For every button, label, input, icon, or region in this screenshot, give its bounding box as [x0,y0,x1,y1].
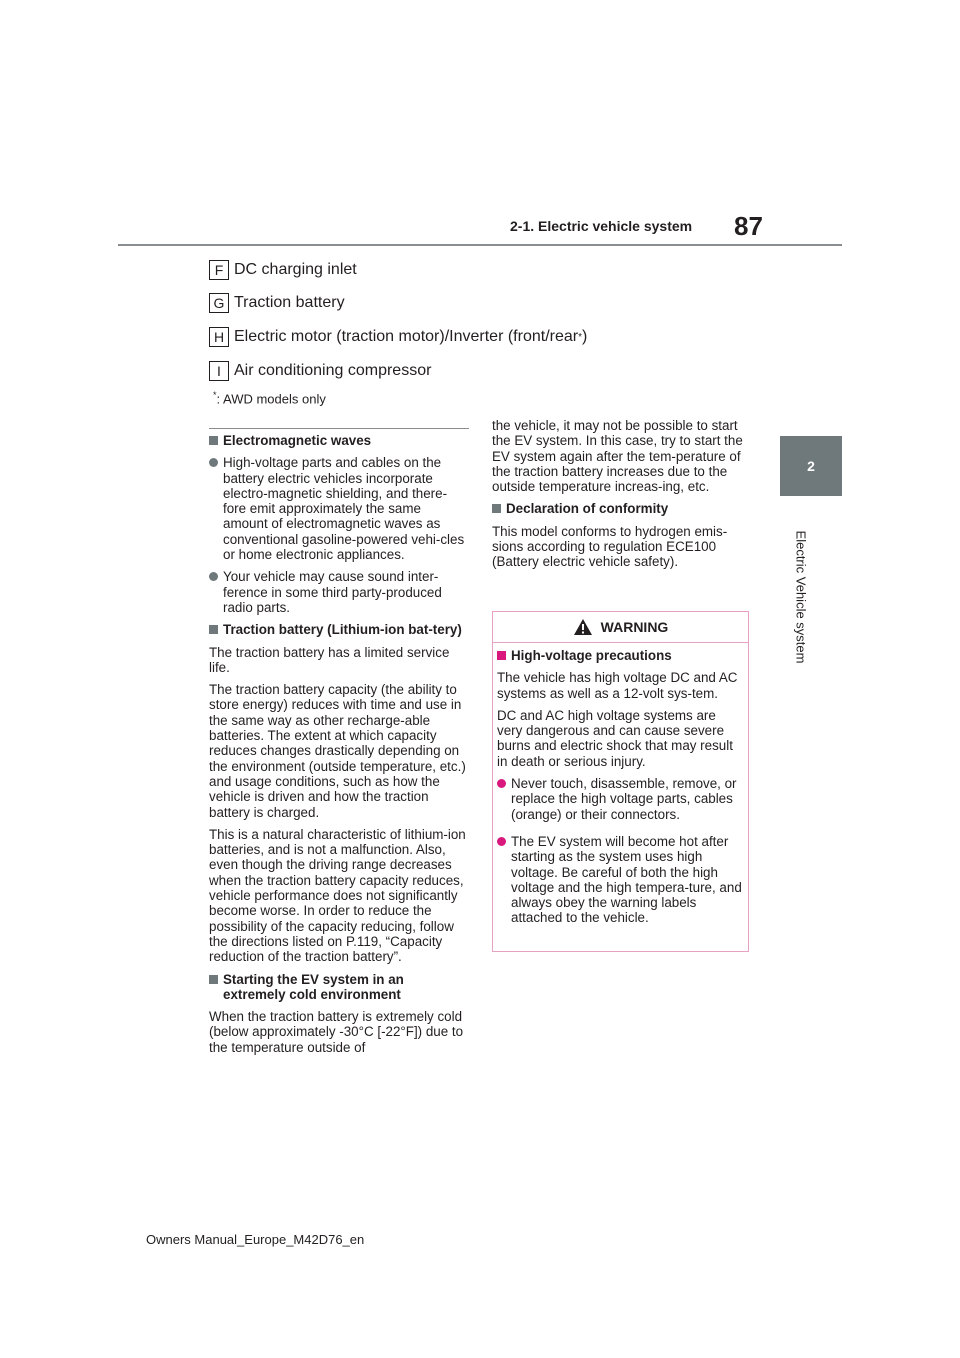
paragraph: This model conforms to hydrogen emis-sions according to regulation ECE100 (Battery electric vehicle safety). [492,523,728,570]
legend-item-h [209,326,587,348]
chapter-side-label [793,530,809,664]
warning-body [493,643,748,926]
section-title: 2-1. Electric vehicle system [510,218,693,234]
bullet-item: Your vehicle may cause sound inter-ference in some third party-produced radio parts. [209,569,469,615]
paragraph: This is a natural characteristic of lithium-ion batteries, and is not a malfunction. Also, even though the driving range decreases when the traction battery capacity reduces, vehicle performance does not significantly become worse. In order to reduce the possibility of the capacity reducing, follow the directions listed on P.119, “Capacity reduction of the traction battery”. [209,826,466,965]
chapter-side-label-text: Electric Vehicle system [793,530,809,664]
left-column [209,428,469,1062]
footnote-mark: * [213,390,217,400]
legend-text: Traction battery [234,294,345,311]
footnote-mark: * [578,331,582,343]
bullet-item: Never touch, disassemble, remove, or replace the high voltage parts, cables (orange) or their connectors. [497,776,744,822]
legend-item-i [209,360,431,382]
footer-text: Owners Manual_Europe_M42D76_en [146,1232,365,1247]
legend-item-g [209,292,345,314]
legend-text: DC charging inlet [234,261,357,278]
paragraph: the vehicle, it may not be possible to start the EV system. In this case, try to start the EV system again after the tem-perature of the traction battery increases due to the outside temperature increas-ing, etc. [492,418,743,495]
warning-title: WARNING [600,619,669,635]
paragraph: The traction battery has a limited service life. [209,644,450,675]
footnote [213,390,326,406]
warning-box [492,611,749,952]
section-heading: Declaration of conformity [492,501,752,516]
right-column [492,418,752,577]
warning-triangle-icon [573,618,593,636]
legend-text-end: ) [582,328,588,345]
bullet-item: The EV system will become hot after starting as the system uses high voltage. Be careful of both the high voltage and the high tempera-ture, and always obey the warning labels attached to the vehicle. [497,834,744,926]
legend-letter-box: F [209,260,229,280]
legend-item-f [209,259,357,281]
paragraph: When the traction battery is extremely cold (below approximately -30°C [-22°F]) due to the temperature outside of [209,1009,464,1055]
warning-heading: High-voltage precautions [497,648,744,663]
page-number: 87 [734,211,763,241]
section-heading: Starting the EV system in an extremely cold environment [209,972,469,1003]
legend-letter-box: I [209,361,229,381]
legend-text: Air conditioning compressor [234,362,432,379]
legend-letter-box: G [209,293,229,313]
header-rule [118,244,842,246]
legend-text: Electric motor (traction motor)/Inverter (front/rear [234,328,579,345]
paragraph: DC and AC high voltage systems are very dangerous and can cause severe burns and electric shock that may result in death or serious injury. [497,707,733,769]
bullet-item: High-voltage parts and cables on the battery electric vehicles incorporate electro-magnetic shielding, and there-fore emit approximately the same amount of electromagnetic waves as conventional gasoline-powered vehi-cles or home electronic appliances. [209,455,469,562]
chapter-tab: 2 [780,436,842,496]
footnote-text: : AWD models only [216,391,326,407]
warning-header [493,612,748,643]
section-heading: Traction battery (Lithium-ion bat-tery) [209,622,469,637]
paragraph: The traction battery capacity (the ability to store energy) reduces with time and use in the same way as other recharge-able batteries. The extent at which capacity reduces changes drastically depending on the environment (outside temperature, etc.) and usage conditions, such as how the vehicle is driven and how the traction battery is charged. [209,682,466,820]
section-heading: Electromagnetic waves [209,433,469,448]
legend-letter-box: H [209,327,229,347]
paragraph: The vehicle has high voltage DC and AC systems as well as a 12-volt sys-tem. [497,670,738,701]
